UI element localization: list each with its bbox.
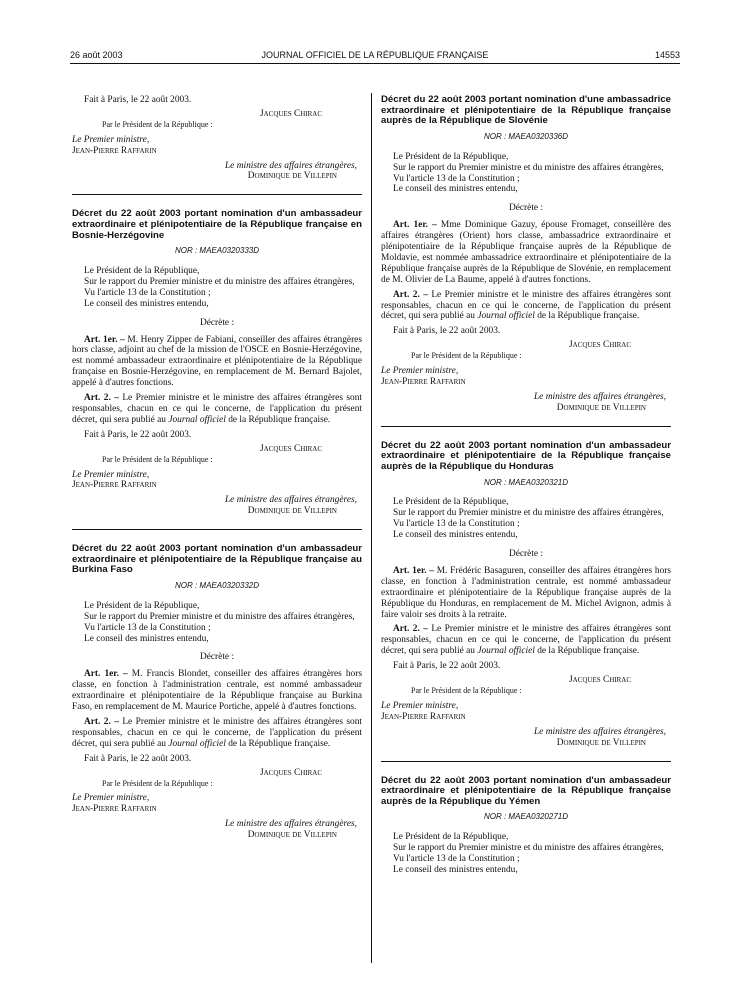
president-line: Le Président de la République, — [393, 151, 509, 162]
pm-title: Le Premier ministre, — [381, 700, 459, 711]
par-line: Par le Président de la République : — [411, 686, 522, 695]
signatory: Jacques Chirac — [259, 108, 322, 119]
article-1: Art. 1er. – M. Frédéric Basaguren, conseiller des affaires étrangères hors classe, en fonction à l'administration centrale, est nommé ambassadeur extraordinaire et plénipotentiaire de la République française auprès de la République du Honduras, en remplacement de M. Michel Avignon, admis à faire valoir ses droits à la retraite. — [381, 565, 672, 620]
column-divider — [371, 93, 372, 963]
header-title: JOURNAL OFFICIEL DE LA RÉPUBLIQUE FRANÇAISE — [261, 50, 489, 60]
decrete-line: Décrète : — [199, 652, 235, 663]
president-line: Le Président de la République, — [393, 832, 509, 843]
fait-line: Fait à Paris, le 22 août 2003. — [84, 95, 192, 105]
fait-line: Fait à Paris, le 22 août 2003. — [84, 429, 192, 440]
signatory: Jacques Chirac — [568, 675, 631, 686]
nor-reference: NOR : MAEA0320332D — [174, 580, 260, 590]
pm-name: Jean-Pierre Raffarin — [72, 480, 157, 491]
par-line: Par le Président de la République : — [102, 119, 213, 129]
minister-title: Le ministre des affaires étrangères, — [533, 726, 666, 737]
president-line: Le Président de la République, — [84, 266, 200, 277]
minister-name: Dominique de Villepin — [247, 506, 337, 517]
rapport-line: Sur le rapport du Premier ministre et du ministre des affaires étrangères, — [84, 611, 355, 622]
article-2: Art. 2. – Le Premier ministre et le ministre des affaires étrangères sont responsables, chacun en ce qui le concerne, de l'application du présent décret, qui sera publié au Journal officiel de la République française. — [72, 717, 363, 749]
par-line: Par le Président de la République : — [102, 778, 213, 788]
nor-reference: NOR : MAEA0320271D — [483, 812, 569, 822]
fait-line: Fait à Paris, le 22 août 2003. — [393, 661, 501, 672]
fait-line: Fait à Paris, le 22 août 2003. — [393, 326, 501, 337]
header-rule — [70, 63, 680, 64]
signatory: Jacques Chirac — [259, 767, 322, 778]
section-separator — [72, 194, 362, 195]
pm-name: Jean-Pierre Raffarin — [381, 377, 466, 387]
signatory: Jacques Chirac — [568, 340, 631, 351]
conseil-line: Le conseil des ministres entendu, — [393, 530, 518, 541]
vu-line: Vu l'article 13 de la Constitution ; — [393, 173, 520, 184]
right-column — [381, 95, 671, 876]
par-line: Par le Président de la République : — [102, 454, 213, 464]
signatory: Jacques Chirac — [259, 443, 322, 454]
vu-line: Vu l'article 13 de la Constitution ; — [84, 287, 211, 298]
president-line: Le Président de la République, — [393, 497, 509, 508]
decrete-line: Décrète : — [508, 549, 544, 560]
minister-title: Le ministre des affaires étrangères, — [224, 160, 357, 171]
pm-title: Le Premier ministre, — [72, 469, 150, 480]
decree-title: Décret du 22 août 2003 portant nomination d'un ambassadeur extraordinaire et plénipotentiaire de la République française en Bosnie-Herzégovine — [72, 208, 362, 241]
nor-reference: NOR : MAEA0320321D — [483, 477, 569, 487]
nor-reference: NOR : MAEA0320336D — [483, 131, 569, 141]
conseil-line: Le conseil des ministres entendu, — [393, 864, 518, 875]
vu-line: Vu l'article 13 de la Constitution ; — [84, 622, 211, 633]
article-1: Art. 1er. – M. Francis Blondet, conseiller des affaires étrangères hors classe, en fonction à l'administration centrale, est nommé ambassadeur extraordinaire et plénipotentiaire de la République française au Burkina Faso, en remplacement de M. Maurice Portiche, appelé à d'autres fonctions. — [72, 669, 363, 713]
article-1: Art. 1er. – Mme Dominique Gazuy, épouse Fromaget, conseillère des affaires étrangères (Orient) hors classe, ambassadrice extraordinaire et plénipotentiaire de la République française auprès de la République de Moldavie, est nommée ambassadrice extraordinaire et plénipotentiaire de la République française auprès de la République de Slovénie, en remplacement de M. Olivier de La Baume, appelé à d'autres fonctions. — [381, 220, 671, 285]
pm-name: Jean-Pierre Raffarin — [72, 145, 157, 156]
minister-title: Le ministre des affaires étrangères, — [224, 495, 357, 506]
minister-title: Le ministre des affaires étrangères, — [533, 391, 666, 402]
nor-reference: NOR : MAEA0320333D — [174, 246, 260, 256]
conseil-line: Le conseil des ministres entendu, — [393, 184, 518, 195]
rapport-line: Sur le rapport du Premier ministre et du ministre des affaires étrangères, — [393, 508, 664, 519]
article-1: Art. 1er. – M. Henry Zipper de Fabiani, conseiller des affaires étrangères hors classe, adjoint au chef de la mission de l'OSCE en Bosnie-Herzégovine, est nommé ambassadeur extraordinaire et plénipotentiaire de la République française en Bosnie-Herzégovine, en remplacement de M. Bernard Bajolet, appelé à d'autres fonctions. — [72, 334, 362, 389]
minister-name: Dominique de Villepin — [556, 402, 646, 413]
pm-name: Jean-Pierre Raffarin — [72, 804, 157, 815]
rapport-line: Sur le rapport du Premier ministre et du ministre des affaires étrangères, — [393, 843, 664, 854]
header-page-number: 14553 — [654, 50, 680, 60]
vu-line: Vu l'article 13 de la Constitution ; — [393, 854, 520, 865]
article-2: Art. 2. – Le Premier ministre et le ministre des affaires étrangères sont responsables, chacun en ce qui le concerne, de l'application du présent décret, qui sera publié au Journal officiel de la République française. — [381, 624, 672, 657]
section-separator — [381, 761, 671, 762]
decree-title: Décret du 22 août 2003 portant nomination d'une ambassadrice extraordinaire et plénipotentiaire de la République française auprès de la République de Slovénie — [381, 94, 671, 127]
left-column — [72, 95, 362, 841]
vu-line: Vu l'article 13 de la Constitution ; — [393, 519, 520, 530]
decree-title: Décret du 22 août 2003 portant nomination d'un ambassadeur extraordinaire et plénipotentiaire de la République française au Burkina Faso — [72, 543, 362, 576]
conseil-line: Le conseil des ministres entendu, — [84, 298, 209, 309]
pm-title: Le Premier ministre, — [72, 134, 150, 145]
conseil-line: Le conseil des ministres entendu, — [84, 633, 209, 644]
decree-title: Décret du 22 août 2003 portant nomination d'un ambassadeur extraordinaire et plénipotentiaire de la République française auprès de la République du Honduras — [381, 439, 671, 472]
pm-title: Le Premier ministre, — [72, 793, 150, 804]
article-2: Art. 2. – Le Premier ministre et le ministre des affaires étrangères sont responsables, chacun en ce qui le concerne, de l'application du présent décret, qui sera publié au Journal officiel de la République française. — [381, 289, 672, 322]
header-date: 26 août 2003 — [70, 50, 123, 60]
fait-line: Fait à Paris, le 22 août 2003. — [84, 753, 192, 764]
minister-title: Le ministre des affaires étrangères, — [224, 819, 357, 830]
president-line: Le Président de la République, — [84, 600, 200, 611]
article-2: Art. 2. – Le Premier ministre et le ministre des affaires étrangères sont responsables, chacun en ce qui le concerne, de l'application du présent décret, qui sera publié au Journal officiel de la République française. — [72, 393, 363, 425]
minister-name: Dominique de Villepin — [247, 171, 337, 182]
decrete-line: Décrète : — [199, 317, 235, 328]
pm-name: Jean-Pierre Raffarin — [381, 711, 466, 722]
decrete-line: Décrète : — [508, 203, 544, 214]
par-line: Par le Président de la République : — [411, 351, 522, 361]
rapport-line: Sur le rapport du Premier ministre et du ministre des affaires étrangères, — [84, 276, 355, 287]
section-separator — [381, 426, 671, 427]
decree-title: Décret du 22 août 2003 portant nomination d'un ambassadeur extraordinaire et plénipotentiaire de la République française auprès de la République du Yémen — [381, 774, 671, 807]
rapport-line: Sur le rapport du Premier ministre et du ministre des affaires étrangères, — [393, 162, 664, 173]
minister-name: Dominique de Villepin — [247, 830, 337, 841]
pm-title: Le Premier ministre, — [381, 366, 459, 377]
minister-name: Dominique de Villepin — [556, 737, 646, 748]
section-separator — [72, 529, 362, 530]
